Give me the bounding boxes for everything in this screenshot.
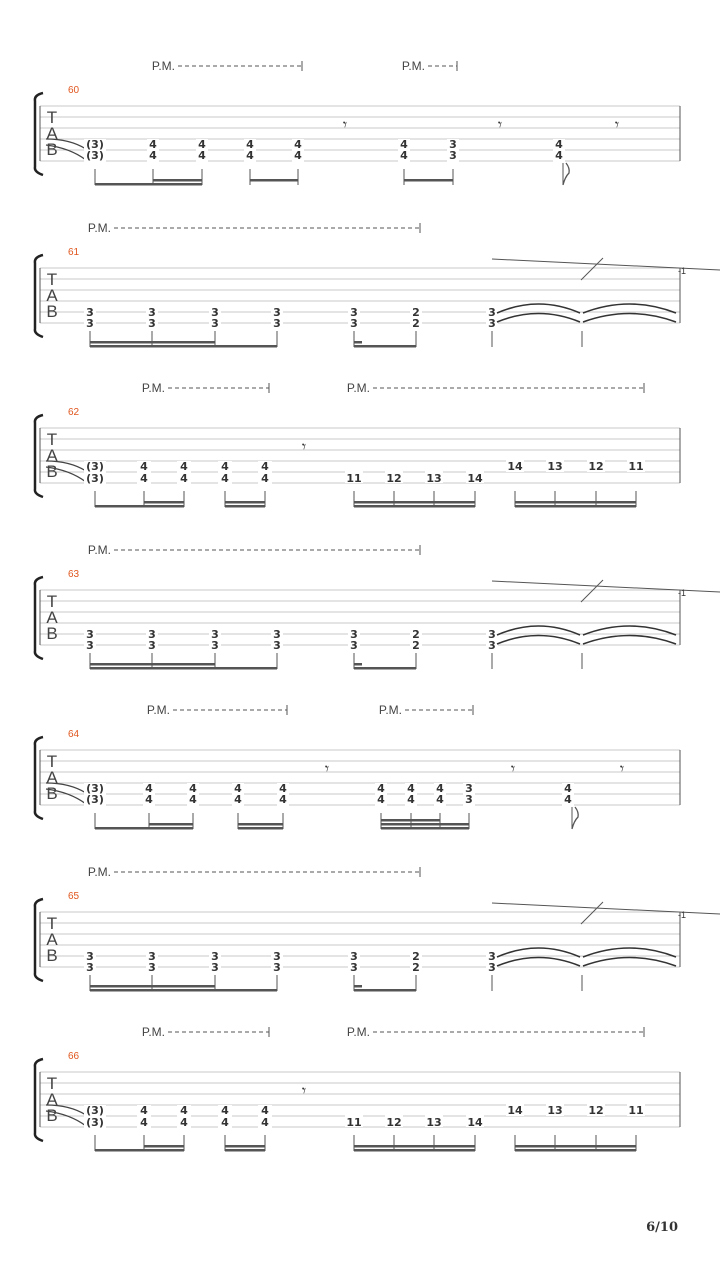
measure-number: 61 (68, 247, 80, 258)
palm-mute-label: P.M. (87, 543, 111, 557)
tab-clef-letter: T (46, 108, 58, 127)
fret-number: 3 (449, 138, 457, 151)
fret-number: 3 (211, 639, 219, 652)
fret-number: 4 (180, 1104, 188, 1117)
fret-number: 3 (488, 306, 496, 319)
fret-number: 4 (436, 782, 444, 795)
fret-number: 3 (211, 628, 219, 641)
beam (95, 1149, 184, 1152)
whammy-value: -1 (677, 910, 687, 920)
fret-number: 4 (221, 460, 229, 473)
beam (515, 501, 636, 504)
fret-number: 3 (86, 950, 94, 963)
fret-number: 4 (279, 793, 287, 806)
fret-number: 4 (149, 149, 157, 162)
fret-number: 4 (261, 460, 269, 473)
fret-number: 4 (261, 472, 269, 485)
tab-clef-letter: A (46, 446, 58, 465)
fret-number: 3 (350, 306, 358, 319)
fret-number: 4 (180, 1116, 188, 1129)
eighth-flag-icon (572, 807, 578, 829)
fret-number: 12 (588, 1104, 604, 1117)
beam (354, 505, 475, 508)
system-65 (35, 865, 720, 992)
eighth-rest-icon: 𝄾 (301, 1081, 307, 1100)
fret-number: (3) (86, 793, 104, 806)
fret-number: 2 (412, 950, 420, 963)
palm-mute-label: P.M. (378, 703, 402, 717)
measure-number: 65 (68, 891, 80, 902)
tie-arc (583, 314, 676, 323)
beam (381, 827, 469, 830)
tie-arc (583, 636, 676, 645)
fret-number: 3 (86, 306, 94, 319)
measure-number: 64 (68, 729, 80, 740)
beam (250, 179, 298, 182)
eighth-rest-icon: 𝄾 (619, 759, 625, 778)
beam (225, 501, 265, 504)
fret-number: 12 (386, 1116, 402, 1129)
fret-number: (3) (86, 782, 104, 795)
beam (90, 667, 277, 670)
system-63 (35, 543, 720, 670)
tab-clef-letter: A (46, 930, 58, 949)
fret-number: 3 (211, 950, 219, 963)
beam (144, 501, 184, 504)
beam (238, 823, 283, 826)
fret-number: 3 (350, 639, 358, 652)
system-bracket (35, 255, 43, 337)
fret-number: 4 (189, 793, 197, 806)
fret-number: 3 (350, 961, 358, 974)
tab-clef-letter: T (46, 430, 58, 449)
eighth-rest-icon: 𝄾 (342, 115, 348, 134)
tab-clef-letter: A (46, 608, 58, 627)
fret-number: 3 (148, 306, 156, 319)
tab-clef-letter: A (46, 1090, 58, 1109)
fret-number: 3 (86, 317, 94, 330)
eighth-rest-icon: 𝄾 (301, 437, 307, 456)
palm-mute-label: P.M. (141, 381, 165, 395)
beam (90, 345, 277, 348)
fret-number: 3 (273, 639, 281, 652)
fret-number: 3 (488, 628, 496, 641)
measure-number: 60 (68, 85, 80, 96)
fret-number: 2 (412, 639, 420, 652)
tab-clef-letter: T (46, 752, 58, 771)
fret-number: 3 (273, 628, 281, 641)
palm-mute-label: P.M. (87, 221, 111, 235)
tab-clef-letter: B (46, 624, 58, 643)
system-64 (35, 703, 680, 830)
fret-number: 4 (149, 138, 157, 151)
whammy-value: -1 (677, 266, 687, 276)
fret-number: (3) (86, 1116, 104, 1129)
system-bracket (35, 415, 43, 497)
palm-mute-label: P.M. (146, 703, 170, 717)
fret-number: 4 (221, 1116, 229, 1129)
fret-number: 3 (148, 950, 156, 963)
eighth-flag-icon (563, 163, 569, 185)
measure-number: 63 (68, 569, 80, 580)
fret-number: 4 (564, 782, 572, 795)
beam (354, 345, 416, 348)
system-bracket (35, 577, 43, 659)
tab-clef-letter: B (46, 1106, 58, 1125)
fret-number: 4 (555, 138, 563, 151)
beam (404, 179, 453, 182)
tie-arc (497, 314, 580, 323)
whammy-dip (581, 902, 603, 924)
fret-number: 4 (261, 1116, 269, 1129)
fret-number: 13 (547, 460, 563, 473)
fret-number: 4 (377, 793, 385, 806)
system-62 (35, 381, 680, 508)
page-number: 6/10 (646, 1220, 678, 1235)
fret-number: 2 (412, 961, 420, 974)
system-bracket (35, 737, 43, 819)
beam (515, 1145, 636, 1148)
fret-number: 3 (86, 961, 94, 974)
fret-number: (3) (86, 138, 104, 151)
fret-number: (3) (86, 472, 104, 485)
fret-number: 11 (628, 1104, 644, 1117)
tab-clef-letter: T (46, 1074, 58, 1093)
beam (95, 827, 193, 830)
beam (381, 823, 469, 826)
beam (354, 985, 362, 988)
beam (144, 1145, 184, 1148)
system-60 (35, 59, 680, 186)
palm-mute-label: P.M. (141, 1025, 165, 1039)
fret-number: 4 (234, 793, 242, 806)
beam (225, 505, 265, 508)
fret-number: 3 (211, 306, 219, 319)
fret-number: 4 (436, 793, 444, 806)
palm-mute-label: P.M. (346, 1025, 370, 1039)
system-61 (35, 221, 720, 348)
whammy-dip (581, 580, 603, 602)
fret-number: 14 (507, 460, 523, 473)
fret-number: 4 (140, 460, 148, 473)
tab-clef-letter: T (46, 914, 58, 933)
tab-clef-letter: A (46, 286, 58, 305)
beam (381, 819, 440, 822)
fret-number: 3 (273, 950, 281, 963)
fret-number: 4 (145, 782, 153, 795)
fret-number: 12 (588, 460, 604, 473)
palm-mute-label: P.M. (401, 59, 425, 73)
fret-number: 3 (488, 961, 496, 974)
tie-arc (583, 958, 676, 967)
fret-number: 4 (221, 1104, 229, 1117)
beam (354, 1149, 475, 1152)
palm-mute-label: P.M. (346, 381, 370, 395)
fret-number: 11 (628, 460, 644, 473)
fret-number: 3 (350, 950, 358, 963)
measure-number: 66 (68, 1051, 80, 1062)
fret-number: 4 (279, 782, 287, 795)
fret-number: 3 (465, 782, 473, 795)
fret-number: 2 (412, 628, 420, 641)
fret-number: (3) (86, 460, 104, 473)
fret-number: 4 (140, 1116, 148, 1129)
beam (95, 183, 202, 186)
tab-clef-letter: B (46, 946, 58, 965)
beam (149, 823, 193, 826)
fret-number: 4 (377, 782, 385, 795)
measure-number: 62 (68, 407, 80, 418)
fret-number: 4 (564, 793, 572, 806)
fret-number: 3 (211, 317, 219, 330)
fret-number: 4 (294, 149, 302, 162)
fret-number: 3 (148, 628, 156, 641)
fret-number: 3 (273, 317, 281, 330)
fret-number: 4 (198, 138, 206, 151)
beam (153, 179, 202, 182)
fret-number: 4 (189, 782, 197, 795)
beam (90, 989, 277, 992)
fret-number: 4 (180, 472, 188, 485)
eighth-rest-icon: 𝄾 (497, 115, 503, 134)
whammy-value: -1 (677, 588, 687, 598)
fret-number: 4 (407, 782, 415, 795)
fret-number: 4 (198, 149, 206, 162)
tab-clef-letter: T (46, 592, 58, 611)
system-bracket (35, 899, 43, 981)
beam (515, 1149, 636, 1152)
palm-mute-label: P.M. (87, 865, 111, 879)
beam (354, 501, 475, 504)
fret-number: 4 (140, 472, 148, 485)
system-bracket (35, 1059, 43, 1141)
fret-number: 4 (140, 1104, 148, 1117)
whammy-dip (581, 258, 603, 280)
fret-number: 3 (488, 639, 496, 652)
fret-number: 3 (148, 639, 156, 652)
fret-number: 3 (273, 961, 281, 974)
fret-number: 14 (507, 1104, 523, 1117)
fret-number: 14 (467, 1116, 483, 1129)
eighth-rest-icon: 𝄾 (324, 759, 330, 778)
fret-number: 3 (449, 149, 457, 162)
beam (90, 985, 215, 988)
fret-number: 14 (467, 472, 483, 485)
beam (354, 341, 362, 344)
tab-clef-letter: B (46, 462, 58, 481)
system-66 (35, 1025, 680, 1152)
fret-number: 4 (555, 149, 563, 162)
fret-number: 11 (346, 1116, 362, 1129)
tab-clef-letter: B (46, 784, 58, 803)
tab-clef-letter: T (46, 270, 58, 289)
beam (225, 1149, 265, 1152)
beam (354, 1145, 475, 1148)
fret-number: 4 (221, 472, 229, 485)
fret-number: 13 (547, 1104, 563, 1117)
fret-number: 3 (465, 793, 473, 806)
beam (95, 505, 184, 508)
fret-number: 2 (412, 306, 420, 319)
fret-number: 13 (426, 472, 442, 485)
fret-number: 3 (86, 639, 94, 652)
fret-number: 2 (412, 317, 420, 330)
fret-number: 4 (261, 1104, 269, 1117)
system-bracket (35, 93, 43, 175)
fret-number: 4 (145, 793, 153, 806)
fret-number: 3 (211, 961, 219, 974)
beam (90, 663, 215, 666)
tab-clef-letter: B (46, 140, 58, 159)
fret-number: 3 (273, 306, 281, 319)
fret-number: 4 (234, 782, 242, 795)
tie-arc (497, 958, 580, 967)
beam (515, 505, 636, 508)
fret-number: (3) (86, 149, 104, 162)
fret-number: 4 (180, 460, 188, 473)
tab-clef-letter: A (46, 124, 58, 143)
fret-number: 11 (346, 472, 362, 485)
beam (354, 667, 416, 670)
tab-clef-letter: A (46, 768, 58, 787)
fret-number: 3 (350, 317, 358, 330)
fret-number: 4 (246, 138, 254, 151)
fret-number: 12 (386, 472, 402, 485)
fret-number: 13 (426, 1116, 442, 1129)
fret-number: 3 (488, 317, 496, 330)
fret-number: 3 (350, 628, 358, 641)
fret-number: 3 (86, 628, 94, 641)
eighth-rest-icon: 𝄾 (510, 759, 516, 778)
eighth-rest-icon: 𝄾 (614, 115, 620, 134)
fret-number: 3 (148, 317, 156, 330)
tie-arc (497, 636, 580, 645)
fret-number: 4 (400, 138, 408, 151)
fret-number: 4 (407, 793, 415, 806)
fret-number: 4 (294, 138, 302, 151)
beam (238, 827, 283, 830)
fret-number: 4 (400, 149, 408, 162)
tab-clef-letter: B (46, 302, 58, 321)
fret-number: 3 (148, 961, 156, 974)
fret-number: 4 (246, 149, 254, 162)
beam (90, 341, 215, 344)
fret-number: 3 (488, 950, 496, 963)
beam (354, 663, 362, 666)
palm-mute-label: P.M. (151, 59, 175, 73)
beam (354, 989, 416, 992)
beam (225, 1145, 265, 1148)
fret-number: (3) (86, 1104, 104, 1117)
